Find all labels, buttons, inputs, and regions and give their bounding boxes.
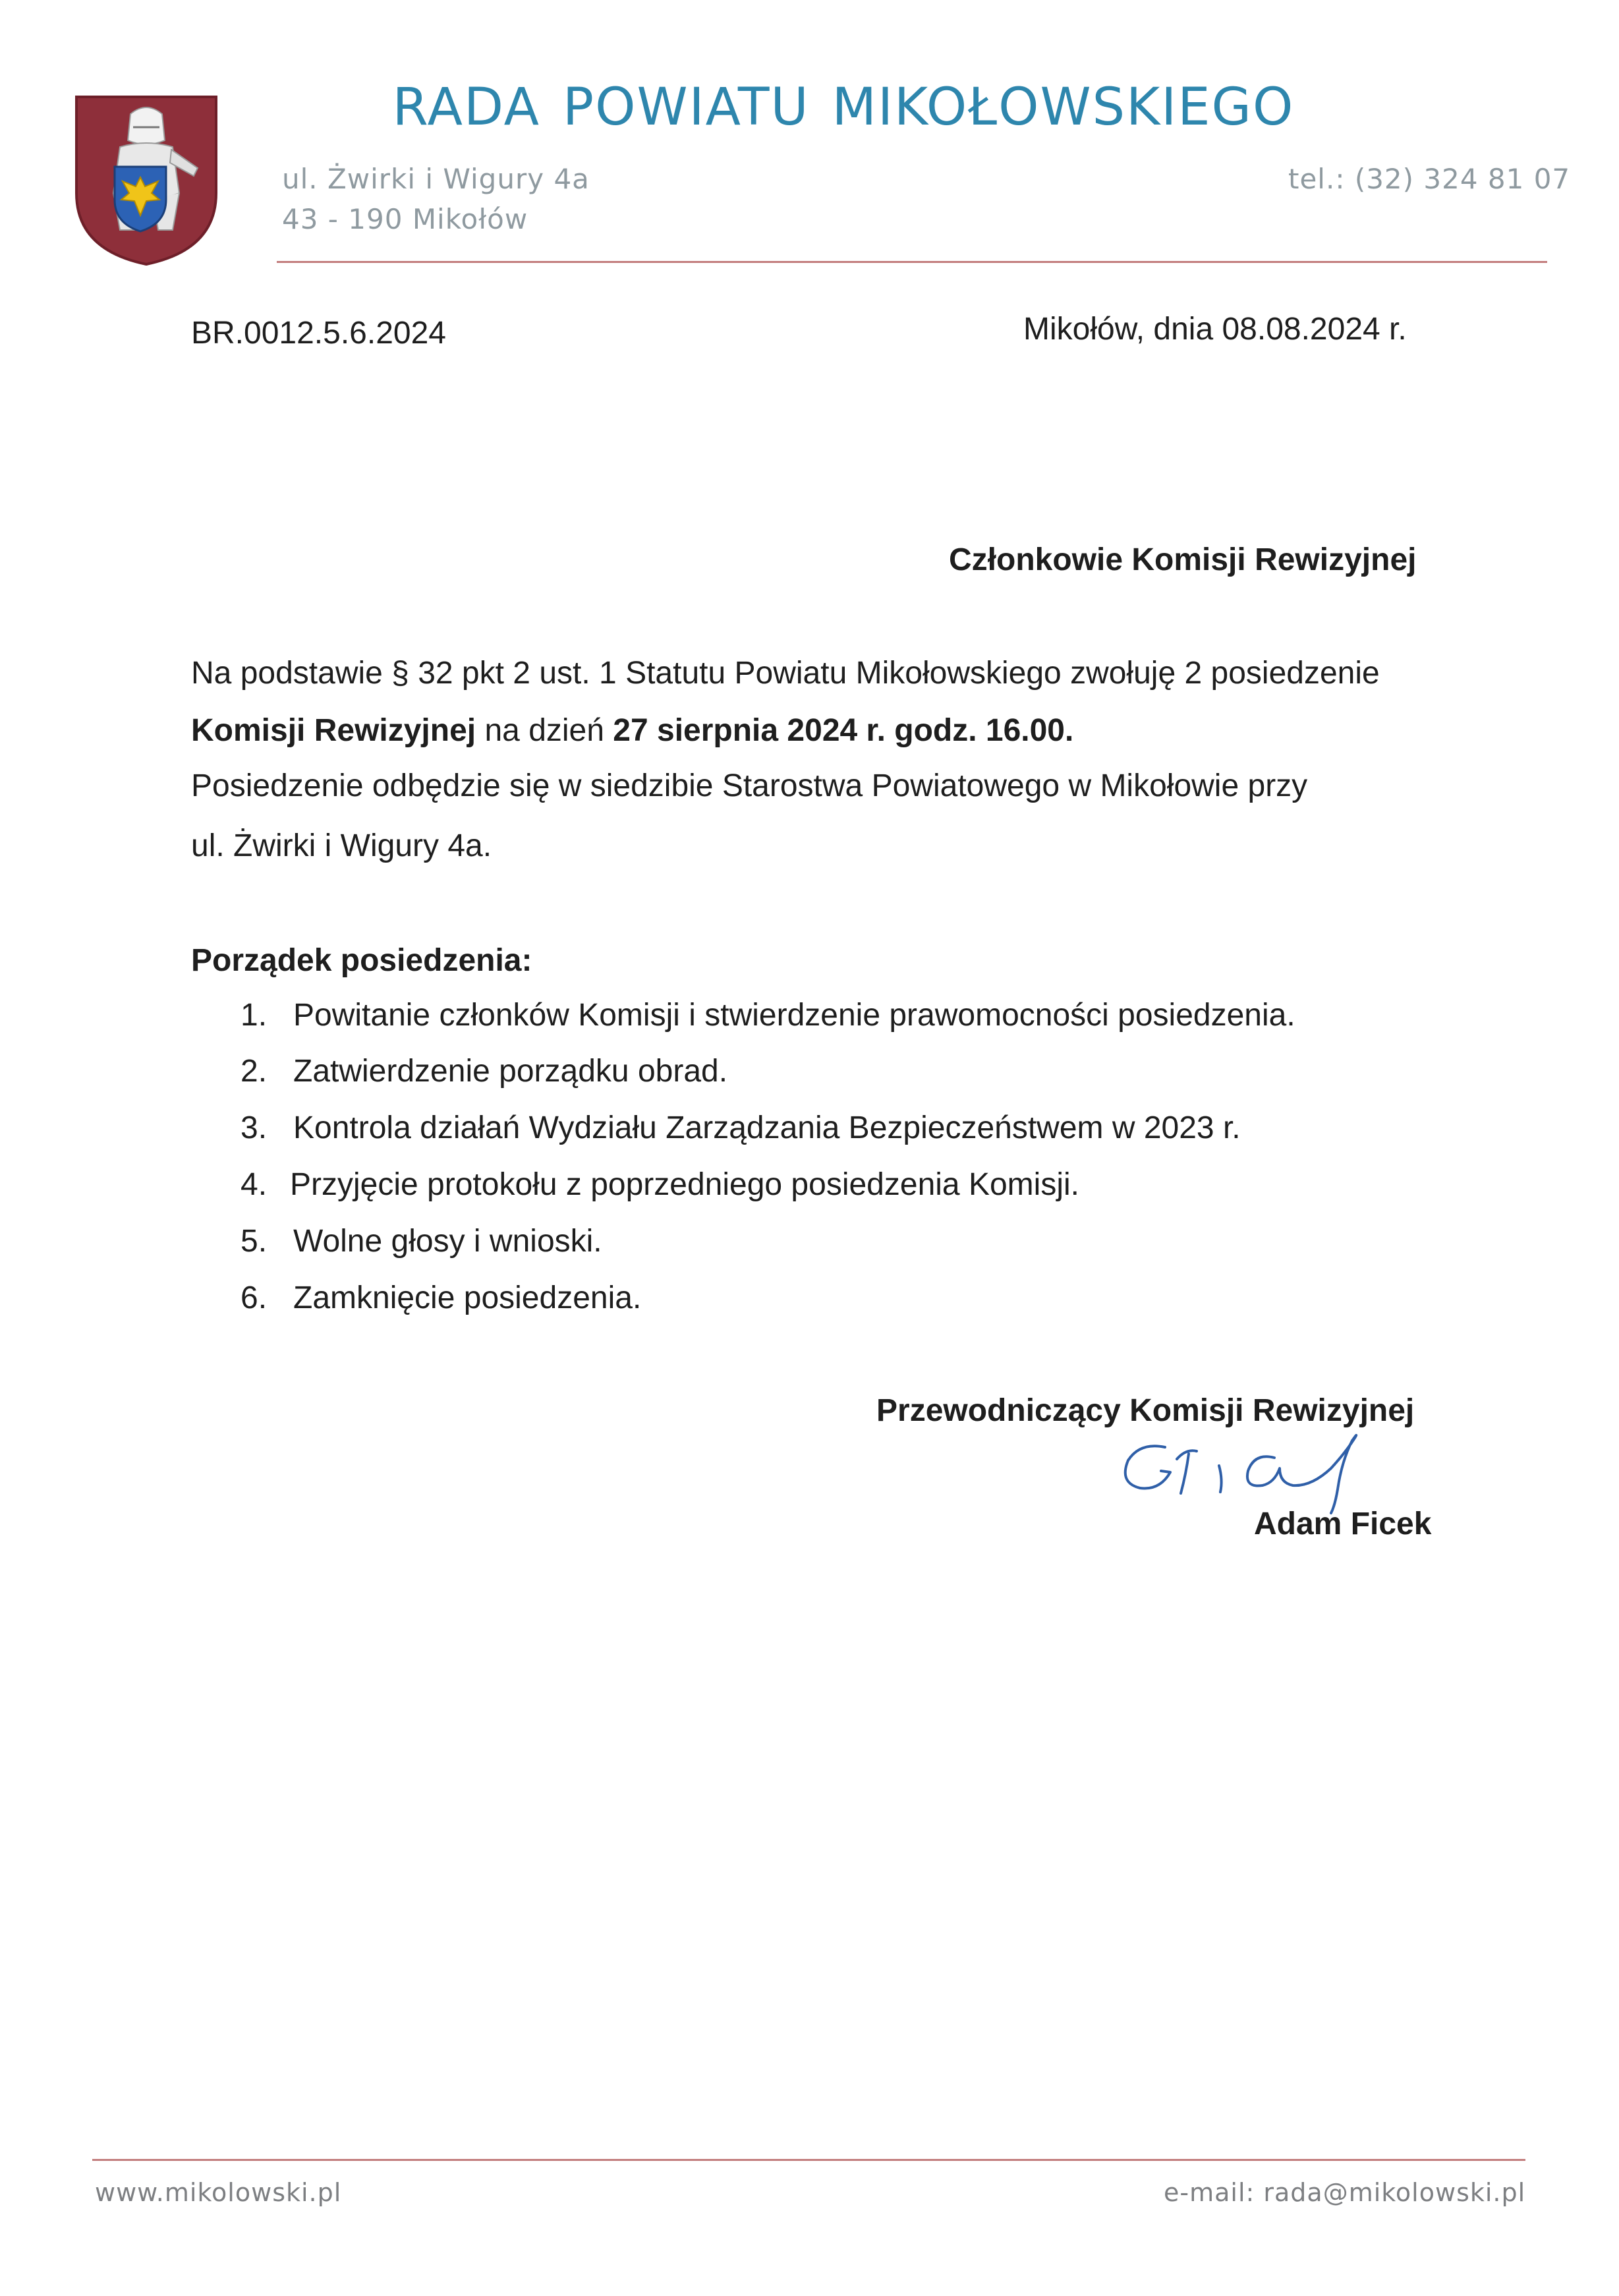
agenda-item-number: 4. bbox=[241, 1167, 268, 1202]
organization-title bbox=[277, 78, 1410, 137]
agenda-item-text: Przyjęcie protokołu z poprzedniego posiedzenia Komisji. bbox=[290, 1167, 1079, 1202]
agenda-item-number: 5. bbox=[241, 1224, 268, 1259]
body-line-3: Posiedzenie odbędzie się w siedzibie Starostwa Powiatowego w Mikołowie przy bbox=[191, 768, 1308, 803]
phone-number: tel.: (32) 324 81 07 bbox=[1288, 163, 1571, 195]
address-city: 43 - 190 Mikołów bbox=[282, 203, 528, 235]
agenda-item bbox=[241, 1110, 1241, 1146]
agenda-item bbox=[241, 1280, 641, 1316]
address-street: ul. Żwirki i Wigury 4a bbox=[282, 163, 590, 195]
reference-number: BR.0012.5.6.2024 bbox=[191, 316, 446, 351]
agenda-item-text: Kontrola działań Wydziału Zarządzania Bezpieczeństwem w 2023 r. bbox=[293, 1110, 1241, 1145]
agenda-item-text: Powitanie członków Komisji i stwierdzenie prawomocności posiedzenia. bbox=[293, 998, 1295, 1033]
body-line-4: ul. Żwirki i Wigury 4a. bbox=[191, 828, 492, 863]
agenda-item bbox=[241, 1053, 727, 1089]
agenda-item bbox=[241, 1166, 1079, 1203]
footer-divider bbox=[92, 2159, 1525, 2161]
footer-email: e-mail: rada@mikolowski.pl bbox=[1164, 2178, 1526, 2207]
agenda-item bbox=[241, 1223, 602, 1259]
committee-name: Komisji Rewizyjnej bbox=[191, 713, 476, 748]
title-word-rada: RADA bbox=[392, 78, 541, 137]
agenda-item-number: 6. bbox=[241, 1280, 268, 1315]
meeting-datetime: 27 sierpnia 2024 r. godz. 16.00. bbox=[613, 713, 1074, 748]
place-and-date: Mikołów, dnia 08.08.2024 r. bbox=[1023, 312, 1407, 347]
agenda-item-text: Wolne głosy i wnioski. bbox=[293, 1224, 602, 1259]
recipient: Członkowie Komisji Rewizyjnej bbox=[949, 542, 1417, 577]
title-word-mikolowskiego: MIKOŁOWSKIEGO bbox=[832, 78, 1295, 137]
agenda-item-number: 3. bbox=[241, 1110, 268, 1145]
date-intro: na dzień bbox=[476, 713, 613, 748]
agenda-item-number: 2. bbox=[241, 1054, 268, 1089]
signatory-name: Adam Ficek bbox=[1254, 1507, 1432, 1541]
header-divider bbox=[277, 261, 1547, 263]
body-line-2 bbox=[191, 712, 1073, 749]
agenda-item-text: Zatwierdzenie porządku obrad. bbox=[293, 1054, 728, 1089]
coat-of-arms-icon bbox=[74, 94, 219, 267]
agenda-item bbox=[241, 997, 1295, 1033]
agenda-item-text: Zamknięcie posiedzenia. bbox=[293, 1280, 642, 1315]
agenda-heading: Porządek posiedzenia: bbox=[191, 943, 532, 978]
signatory-role: Przewodniczący Komisji Rewizyjnej bbox=[876, 1393, 1415, 1428]
body-line-1: Na podstawie § 32 pkt 2 ust. 1 Statutu Powiatu Mikołowskiego zwołuję 2 posiedzenie bbox=[191, 656, 1380, 691]
footer-website: www.mikolowski.pl bbox=[95, 2178, 342, 2207]
agenda-item-number: 1. bbox=[241, 998, 268, 1033]
title-word-powiatu: POWIATU bbox=[563, 78, 810, 137]
